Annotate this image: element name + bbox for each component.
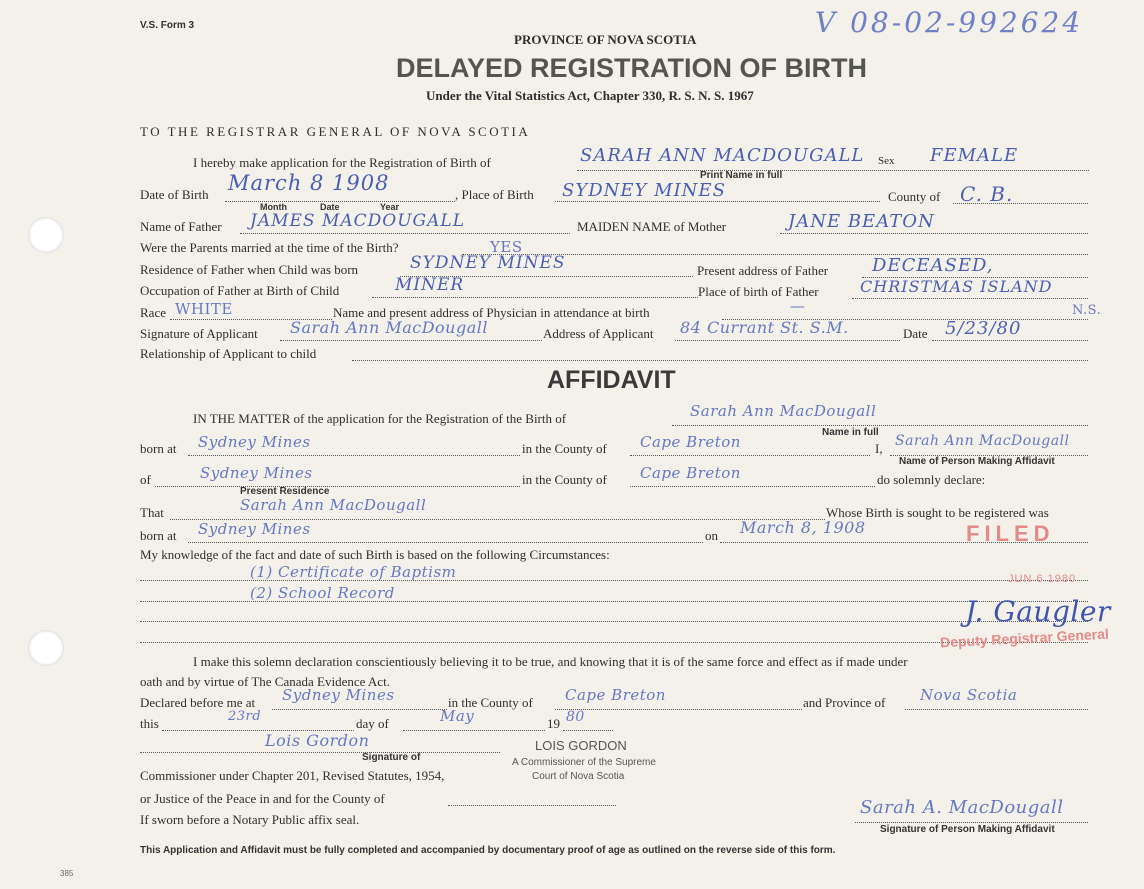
- commissioner-stamp-name: LOIS GORDON: [535, 738, 627, 753]
- day-value: 23rd: [228, 709, 262, 724]
- child-name: SARAH ANN MACDOUGALL: [580, 145, 865, 166]
- filed-stamp: FILED: [966, 521, 1055, 546]
- circumstance-2: (2) School Record: [250, 584, 395, 602]
- married-label: Were the Parents married at the time of the Birth?: [140, 240, 399, 255]
- decl-county: Cape Breton: [565, 686, 666, 704]
- that-label: That: [140, 505, 164, 520]
- knowledge-text: My knowledge of the fact and date of such Birth is based on the following Circumstances:: [140, 547, 610, 562]
- page-title: DELAYED REGISTRATION OF BIRTH: [396, 53, 868, 83]
- applicant-address: 84 Currant St. S.M.: [680, 318, 849, 337]
- affidavit-title: AFFIDAVIT: [547, 366, 676, 394]
- deponent-signature: Sarah A. MacDougall: [860, 797, 1064, 818]
- born-at-value-2: Sydney Mines: [198, 520, 311, 538]
- residence-value: SYDNEY MINES: [410, 253, 566, 273]
- mother-value: JANE BEATON: [788, 211, 935, 232]
- sex-value: FEMALE: [930, 145, 1019, 166]
- declared-label: Declared before me at: [140, 695, 256, 710]
- present-address-label: Present address of Father: [697, 263, 829, 278]
- mother-label: MAIDEN NAME of Mother: [577, 219, 727, 234]
- born-at-label-2: born at: [140, 528, 177, 543]
- commissioner-signature: Lois Gordon: [265, 731, 370, 750]
- name-in-full-caption: Name in full: [822, 427, 879, 438]
- declaration-line-1: I make this solemn declaration conscientiously believing it to be true, and knowing that it is of the same force and effect as if made under: [193, 654, 908, 669]
- day-of-label: day of: [356, 716, 389, 731]
- deponent-signature-caption: Signature of Person Making Affidavit: [880, 824, 1055, 835]
- occupation-value: MINER: [395, 275, 465, 295]
- filed-date: JUN 6 1980: [1008, 573, 1077, 585]
- born-at-value: Sydney Mines: [198, 433, 311, 451]
- county-label-3: in the County of: [448, 695, 533, 710]
- of-label: of: [140, 472, 151, 487]
- year-caption: Year: [380, 202, 400, 212]
- month-value: May: [440, 707, 475, 725]
- county-value-2: Cape Breton: [640, 464, 741, 482]
- form-number: V.S. Form 3: [140, 20, 195, 31]
- residence-caption: Present Residence: [240, 486, 330, 497]
- on-label: on: [705, 528, 718, 543]
- county-label-1: in the County of: [522, 441, 607, 456]
- present-address-value: DECEASED,: [872, 255, 994, 276]
- punch-hole-bottom: [28, 630, 64, 666]
- deponent-name: Sarah Ann MacDougall: [895, 433, 1070, 449]
- father-value: JAMES MACDOUGALL: [250, 211, 465, 231]
- race-value: WHITE: [175, 300, 233, 318]
- province-label: and Province of: [803, 695, 886, 710]
- sex-label: Sex: [878, 155, 895, 167]
- this-label: this: [140, 716, 159, 731]
- pob-label: , Place of Birth: [455, 187, 534, 202]
- commissioner-stamp-line-2: Court of Nova Scotia: [532, 771, 625, 782]
- matter-name: Sarah Ann MacDougall: [690, 402, 877, 420]
- notary-text: If sworn before a Notary Public affix seal.: [140, 812, 360, 827]
- year-prefix: 19: [547, 716, 560, 731]
- physician-note: N.S.: [1072, 303, 1102, 318]
- relationship-label: Relationship of Applicant to child: [140, 346, 317, 361]
- signature-of-caption: Signature of: [362, 752, 421, 763]
- pob-value: SYDNEY MINES: [562, 180, 726, 201]
- print-name-caption: Print Name in full: [700, 170, 783, 181]
- footer-note: This Application and Affidavit must be fully completed and accompanied by documentary proof of age as outlined on the reverse side of this form.: [140, 845, 836, 856]
- occupation-label: Occupation of Father at Birth of Child: [140, 283, 340, 298]
- app-date: 5/23/80: [945, 318, 1022, 339]
- father-label: Name of Father: [140, 219, 222, 234]
- of-value: Sydney Mines: [200, 464, 313, 482]
- app-date-label: Date: [903, 326, 928, 341]
- applicant-signature-label: Signature of Applicant: [140, 326, 258, 341]
- declared-at: Sydney Mines: [282, 686, 395, 704]
- county-value: C. B.: [960, 182, 1014, 206]
- born-at-label: born at: [140, 441, 177, 456]
- punch-hole-top: [28, 217, 64, 253]
- residence-label: Residence of Father when Child was born: [140, 262, 359, 277]
- race-label: Race: [140, 305, 166, 320]
- commissioner-text: Commissioner under Chapter 201, Revised Statutes, 1954,: [140, 768, 445, 783]
- province-heading: PROVINCE OF NOVA SCOTIA: [514, 32, 697, 47]
- that-value: Sarah Ann MacDougall: [240, 496, 427, 514]
- to-registrar: TO THE REGISTRAR GENERAL OF NOVA SCOTIA: [140, 124, 531, 139]
- registrar-title: Deputy Registrar General: [939, 625, 1110, 651]
- commissioner-stamp-line-1: A Commissioner of the Supreme: [512, 757, 656, 768]
- county-label: County of: [888, 189, 941, 204]
- county-value-1: Cape Breton: [640, 433, 741, 451]
- dob-label: Date of Birth: [140, 187, 209, 202]
- date-caption: Date: [320, 202, 340, 212]
- matter-text: IN THE MATTER of the application for the Registration of the Birth of: [193, 411, 567, 426]
- declaration-line-2: oath and by virtue of The Canada Evidence Act.: [140, 674, 390, 689]
- declare-text: do solemnly declare:: [877, 472, 986, 487]
- deponent-caption: Name of Person Making Affidavit: [899, 456, 1055, 467]
- applicant-address-label: Address of Applicant: [543, 326, 654, 341]
- dob-value: March 8 1908: [228, 171, 390, 195]
- physician-label: Name and present address of Physician in attendance at birth: [333, 305, 650, 320]
- intro-text: I hereby make application for the Registration of Birth of: [193, 155, 491, 170]
- footer-code: 385: [60, 869, 74, 878]
- whose-text: Whose Birth is sought to be registered was: [826, 505, 1049, 520]
- circumstance-1: (1) Certificate of Baptism: [250, 563, 457, 581]
- province-value: Nova Scotia: [920, 686, 1018, 704]
- applicant-signature: Sarah Ann MacDougall: [290, 318, 488, 337]
- registrar-signature: J. Gaugler: [965, 595, 1111, 628]
- registration-number: V 08-02-992624: [815, 6, 1084, 39]
- year-value: 80: [566, 709, 585, 725]
- physician-value: —: [790, 297, 806, 315]
- on-value: March 8, 1908: [740, 518, 866, 537]
- subtitle: Under the Vital Statistics Act, Chapter 330, R. S. N. S. 1967: [426, 88, 754, 103]
- i-label: I,: [875, 441, 883, 456]
- married-value: YES: [490, 238, 523, 256]
- father-birthplace-label: Place of birth of Father: [698, 284, 819, 299]
- county-label-2: in the County of: [522, 472, 607, 487]
- month-caption: Month: [260, 202, 287, 212]
- justice-text: or Justice of the Peace in and for the County of: [140, 791, 385, 806]
- father-birthplace-value: CHRISTMAS ISLAND: [860, 277, 1053, 296]
